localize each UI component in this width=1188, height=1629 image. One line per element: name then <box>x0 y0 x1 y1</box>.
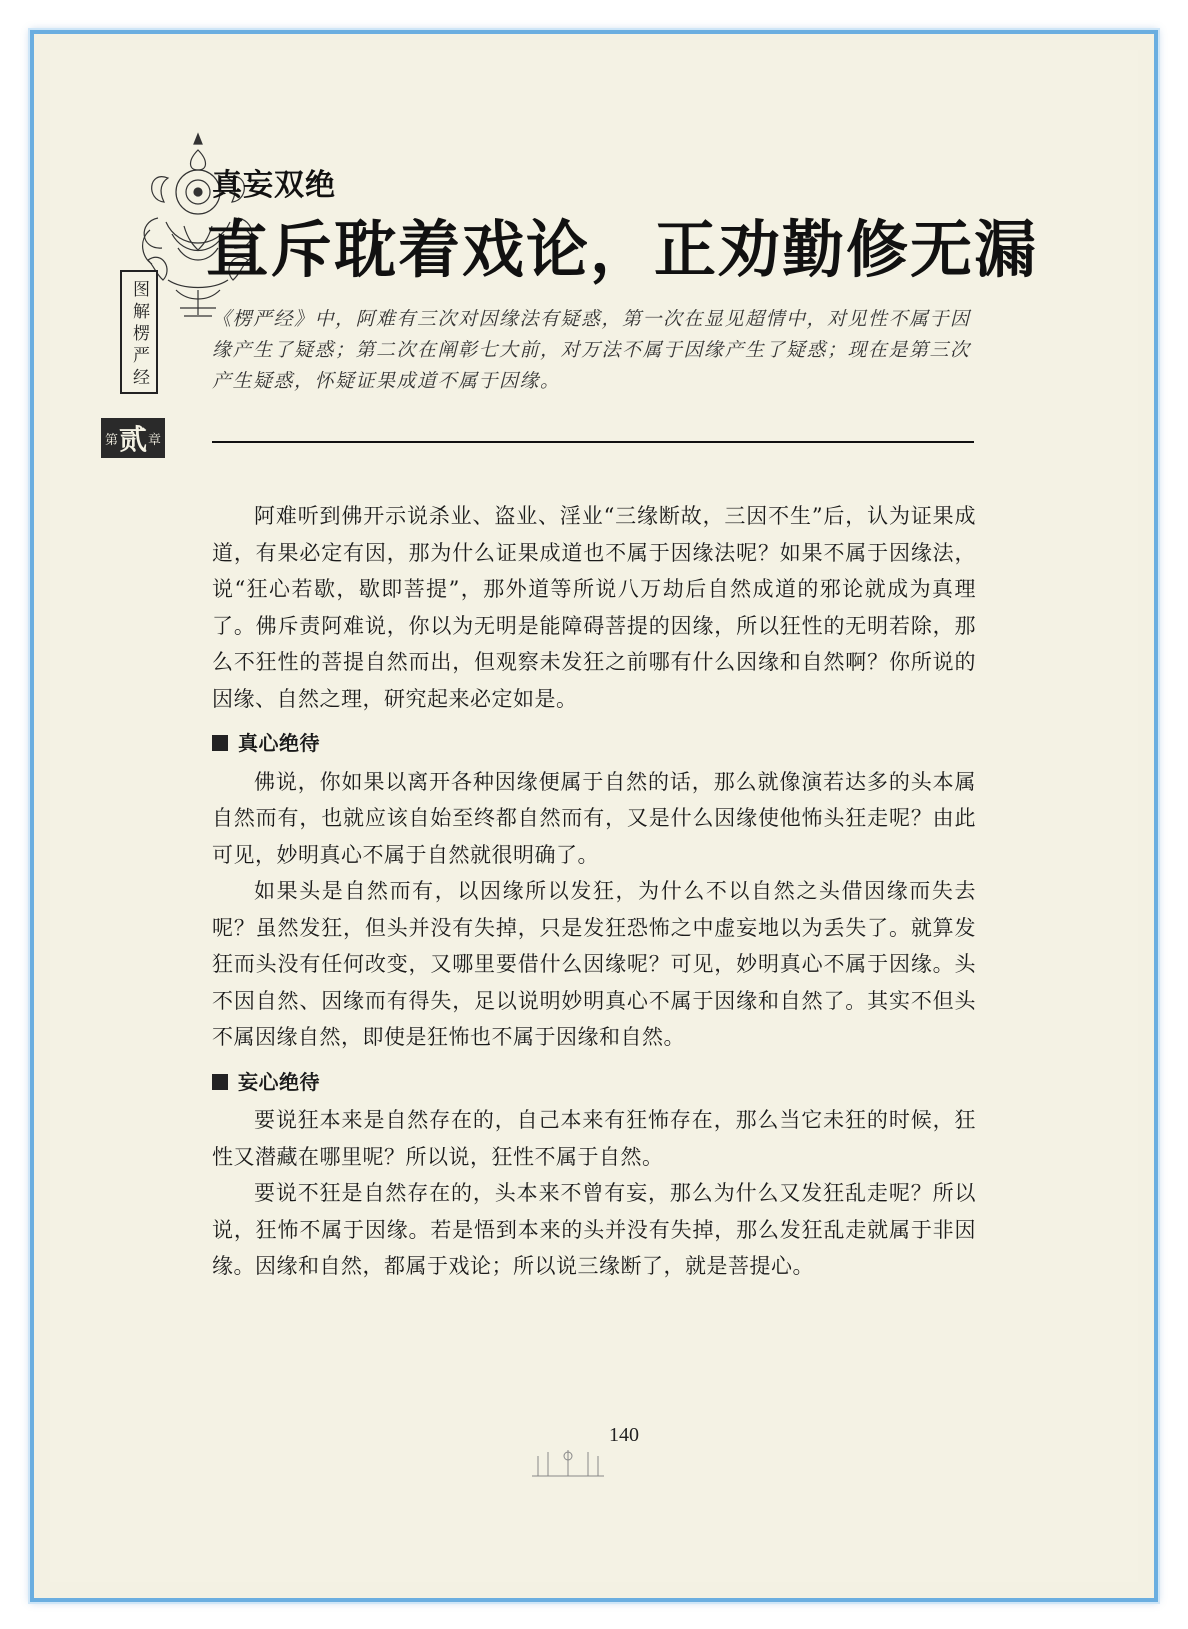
section-heading <box>212 1064 976 1101</box>
square-bullet-icon <box>212 1074 228 1090</box>
footer-ornament-icon <box>528 1446 608 1480</box>
page-number: 140 <box>609 1424 639 1446</box>
body-text <box>212 498 976 1285</box>
chapter-suffix: 章 <box>148 432 162 448</box>
chapter-prefix: 第 <box>104 432 118 448</box>
divider <box>212 441 974 443</box>
chapter-number: 贰 <box>118 423 147 456</box>
section-heading-label: 真心绝待 <box>238 731 320 755</box>
intro-paragraph: 《楞严经》中，阿难有三次对因缘法有疑惑，第一次在显见超情中，对见性不属于因缘产生了疑惑；第二次在阐彰七大前，对万法不属于因缘产生了疑惑；现在是第三次产生疑惑，怀疑证果成道不属于因缘。 <box>212 308 971 392</box>
paragraph: 佛说，你如果以离开各种因缘便属于自然的话，那么就像演若达多的头本属自然而有，也就应该自始至终都自然而有，又是什么因缘使他怖头狂走呢？由此可见，妙明真心不属于自然就很明确了。 <box>212 769 976 867</box>
section-subhead: 真妄双绝 <box>212 168 336 203</box>
paragraph: 要说不狂是自然存在的，头本来不曾有妄，那么为什么又发狂乱走呢？所以说，狂怖不属于因缘。若是悟到本来的头并没有失掉，那么发狂乱走就属于非因缘。因缘和自然，都属于戏论；所以说三缘断了，就是菩提心。 <box>212 1181 976 1278</box>
section-heading <box>212 725 976 762</box>
paragraph: 阿难听到佛开示说杀业、盗业、淫业“三缘断故，三因不生”后，认为证果成道，有果必定有因，那为什么证果成道也不属于因缘法呢？如果不属于因缘法，说“狂心若歇，歇即菩提”，那外道等所说八万劫后自然成道的邪论就成为真理了。佛斥责阿难说，你以为无明是能障碍菩提的因缘，所以狂性的无明若除，那么不狂性的菩提自然而出，但观察未发狂之前哪有什么因缘和自然啊？你所说的因缘、自然之理，研究起来必定如是。 <box>212 504 976 711</box>
book-title-label: 图解楞严经 <box>120 270 158 394</box>
section-heading-label: 妄心绝待 <box>238 1069 320 1094</box>
paragraph: 如果头是自然而有，以因缘所以发狂，为什么不以自然之头借因缘而失去呢？虽然发狂，但头并没有失掉，只是发狂恐怖之中虚妄地以为丢失了。就算发狂而头没有任何改变，又哪里要借什么因缘呢？可见，妙明真心不属于因缘。头不因自然、因缘而有得失，足以说明妙明真心不属于因缘和自然了。其实不但头不属因缘自然，即使是狂怖也不属于因缘和自然。 <box>212 879 976 1049</box>
chapter-badge <box>101 418 165 458</box>
paragraph: 要说狂本来是自然存在的，自己本来有狂怖存在，那么当它未狂的时候，狂性又潜藏在哪里呢？所以说，狂性不属于自然。 <box>212 1108 976 1169</box>
page-title: 直斥耽着戏论，正劝勤修无漏 <box>206 213 1039 286</box>
square-bullet-icon <box>212 735 228 751</box>
